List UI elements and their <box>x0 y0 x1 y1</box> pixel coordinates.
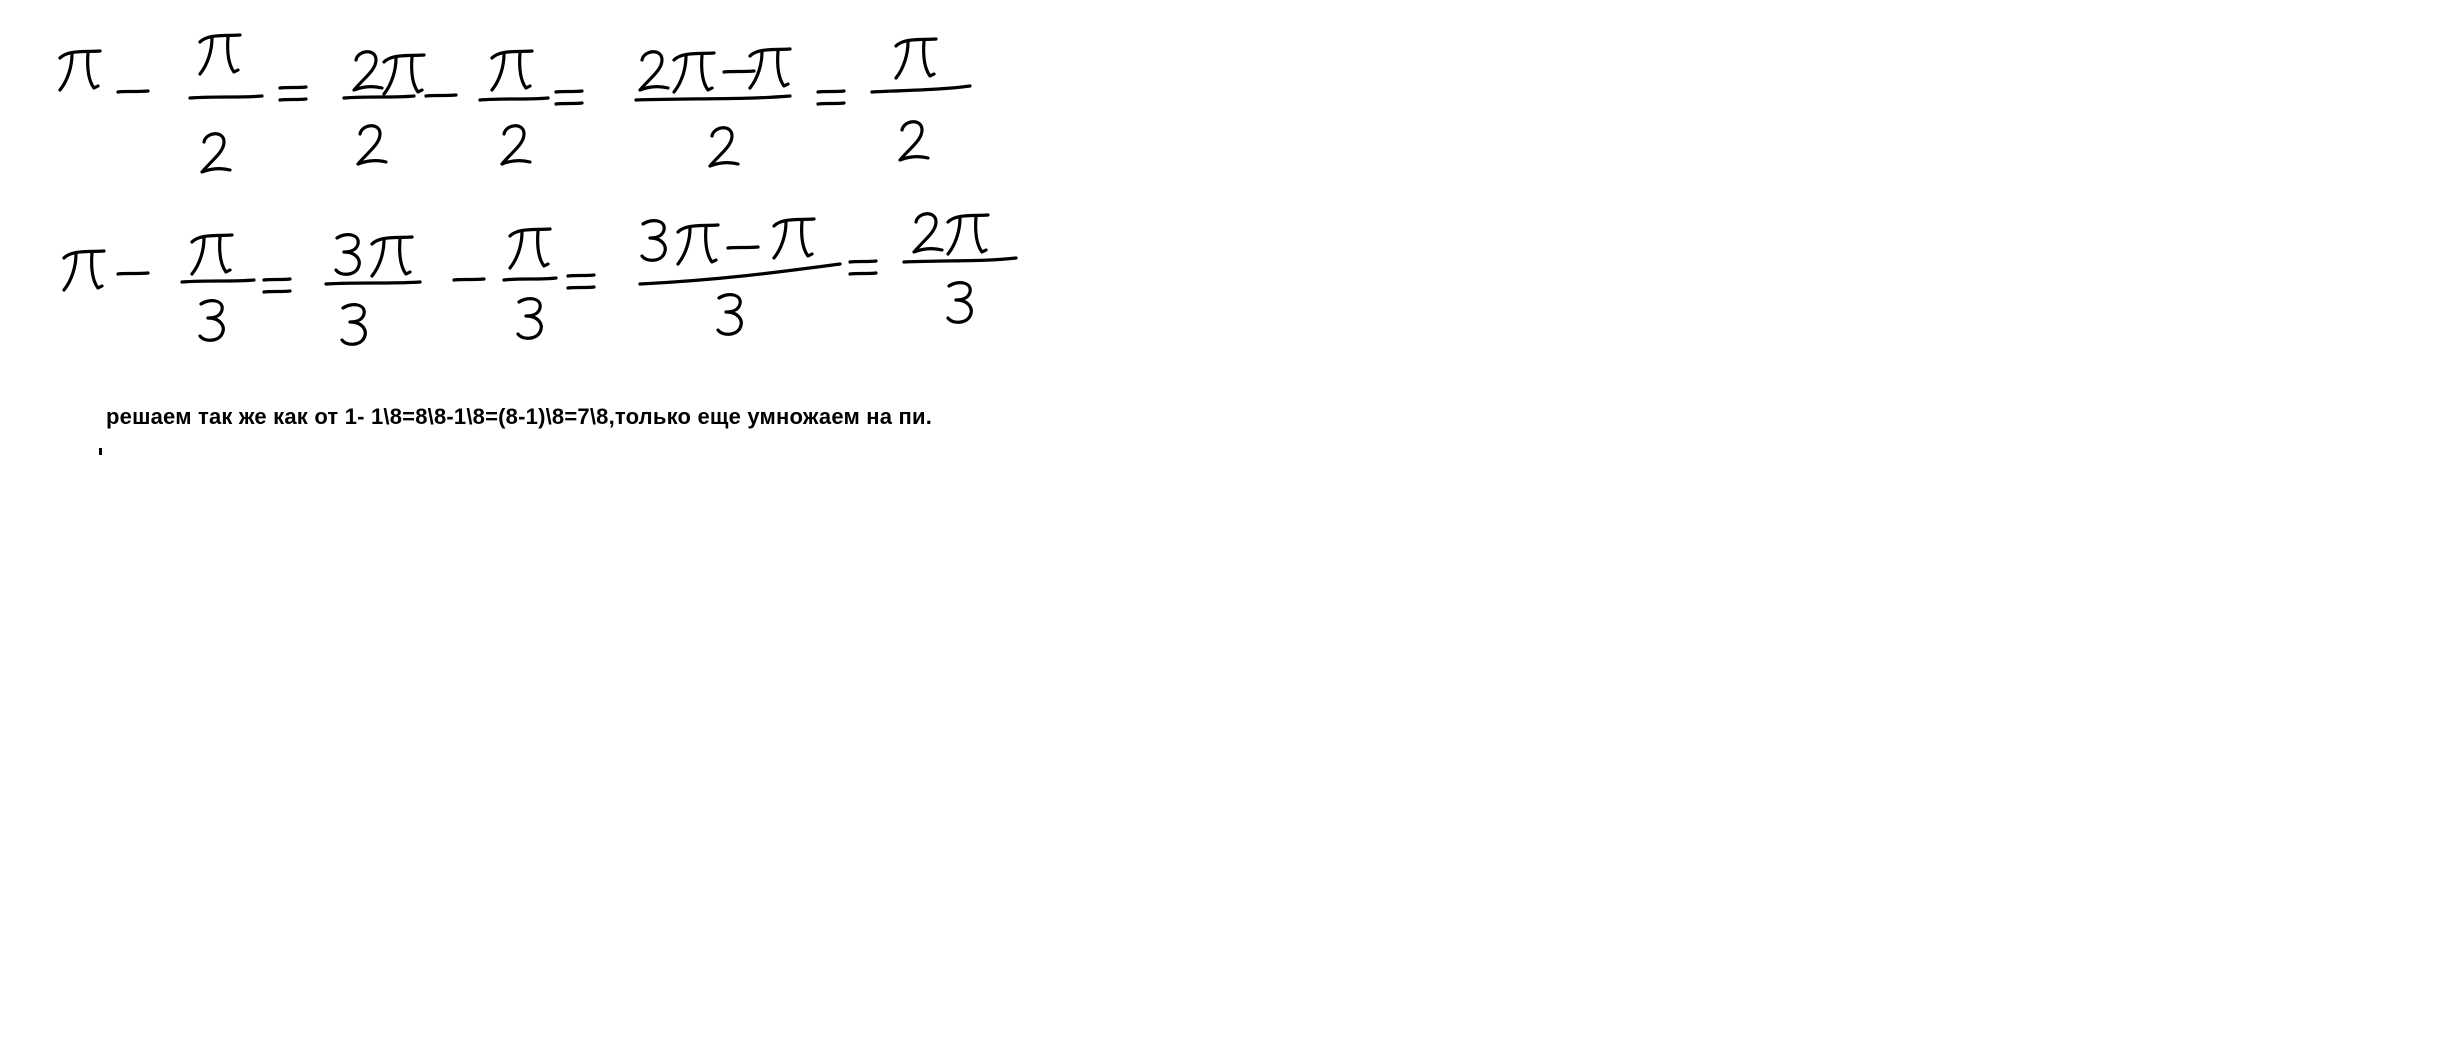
equation-line-2 <box>64 214 1016 345</box>
stray-mark <box>99 448 102 455</box>
explanation-text: решаем так же как от 1- 1\8=8\8-1\8=(8-1)\8=7\8,только еще умножаем на пи. <box>106 404 933 429</box>
equation-line-1 <box>60 35 970 172</box>
